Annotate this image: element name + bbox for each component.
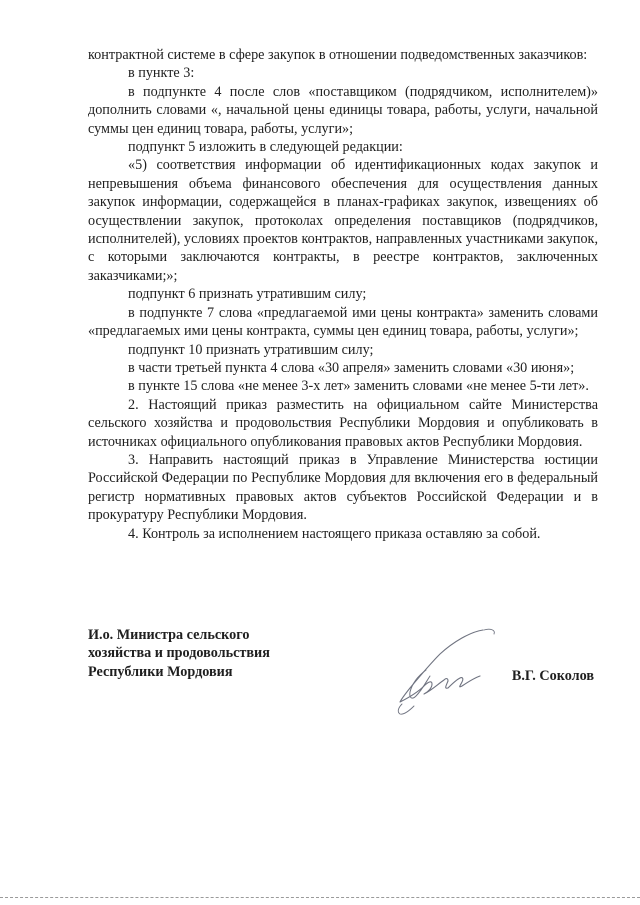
paragraph-subitem-10: подпункт 10 признать утратившим силу;	[128, 341, 374, 358]
signature-block	[88, 626, 598, 716]
paragraph-subitem-4: в подпункте 4 после слов «поставщиком (подрядчиком, исполнителем)» дополнить словами «, начальной цены единицы товара, работы, услуги, начальной суммы цен единиц товара, работы, услуги»;	[88, 83, 598, 137]
document-body	[88, 46, 598, 543]
paragraph-section-2: 2. Настоящий приказ разместить на официальном сайте Министерства сельского хозяйства и продовольствия Республики Мордовия и опубликовать в источниках официального опубликования правовых актов Республики Мордовия.	[88, 396, 598, 450]
paragraph-continuation: контрактной системе в сфере закупок в отношении подведомственных заказчиков:	[88, 47, 588, 63]
paragraph-item-3: в пункте 3:	[128, 65, 195, 82]
paragraph-section-3: 3. Направить настоящий приказ в Управление Министерства юстиции Российской Федерации по Республике Мордовия для включения его в федеральный регистр нормативных правовых актов субъектов Российской Федерации и в прокуратуру Республики Мордовия.	[88, 451, 598, 524]
paragraph-item-4: в части третьей пункта 4 слова «30 апреля» заменить словами «30 июня»;	[128, 359, 575, 376]
signature-stroke-main	[400, 630, 483, 702]
paragraph-subitem-6: подпункт 6 признать утратившим силу;	[128, 286, 367, 303]
signatory-title-line-3: Республики Мордовия	[88, 663, 233, 680]
paragraph-item-15: в пункте 15 слова «не менее 3-х лет» заменить словами «не менее 5-ти лет».	[128, 378, 589, 395]
signatory-title-line-1: И.о. Министра сельского	[88, 627, 250, 643]
signatory-title-line-2: хозяйства и продовольствия	[88, 645, 270, 662]
page-bottom-rule	[0, 897, 640, 898]
paragraph-section-4: 4. Контроль за исполнением настоящего приказа оставляю за собой.	[128, 525, 541, 542]
paragraph-subitem-7: в подпункте 7 слова «предлагаемой ими цены контракта» заменить словами «предлагаемых ими цены контракта, суммы цен единиц товара, работы, услуги»;	[88, 304, 598, 340]
paragraph-subitem-5-intro: подпункт 5 изложить в следующей редакции:	[128, 139, 403, 156]
signature-stroke-top	[484, 629, 494, 634]
paragraph-subitem-5-text: «5) соответствия информации об идентификационных кодах закупок и непревышения объема финансового обеспечения для осуществления данных закупок информации, содержащейся в планах-графиках закупок, извещениях об осуществлении закупок, протоколах определения поставщиков (подрядчиков, исполнителей), условиях проектов контрактов, направленных участниками закупок, с которыми заключаются контракты, в реестре контрактов, заключенных заказчиками;»;	[88, 157, 598, 284]
signature-stroke-tail	[398, 704, 414, 714]
signatory-title	[88, 626, 348, 681]
signatory-name: В.Г. Соколов	[511, 668, 594, 684]
